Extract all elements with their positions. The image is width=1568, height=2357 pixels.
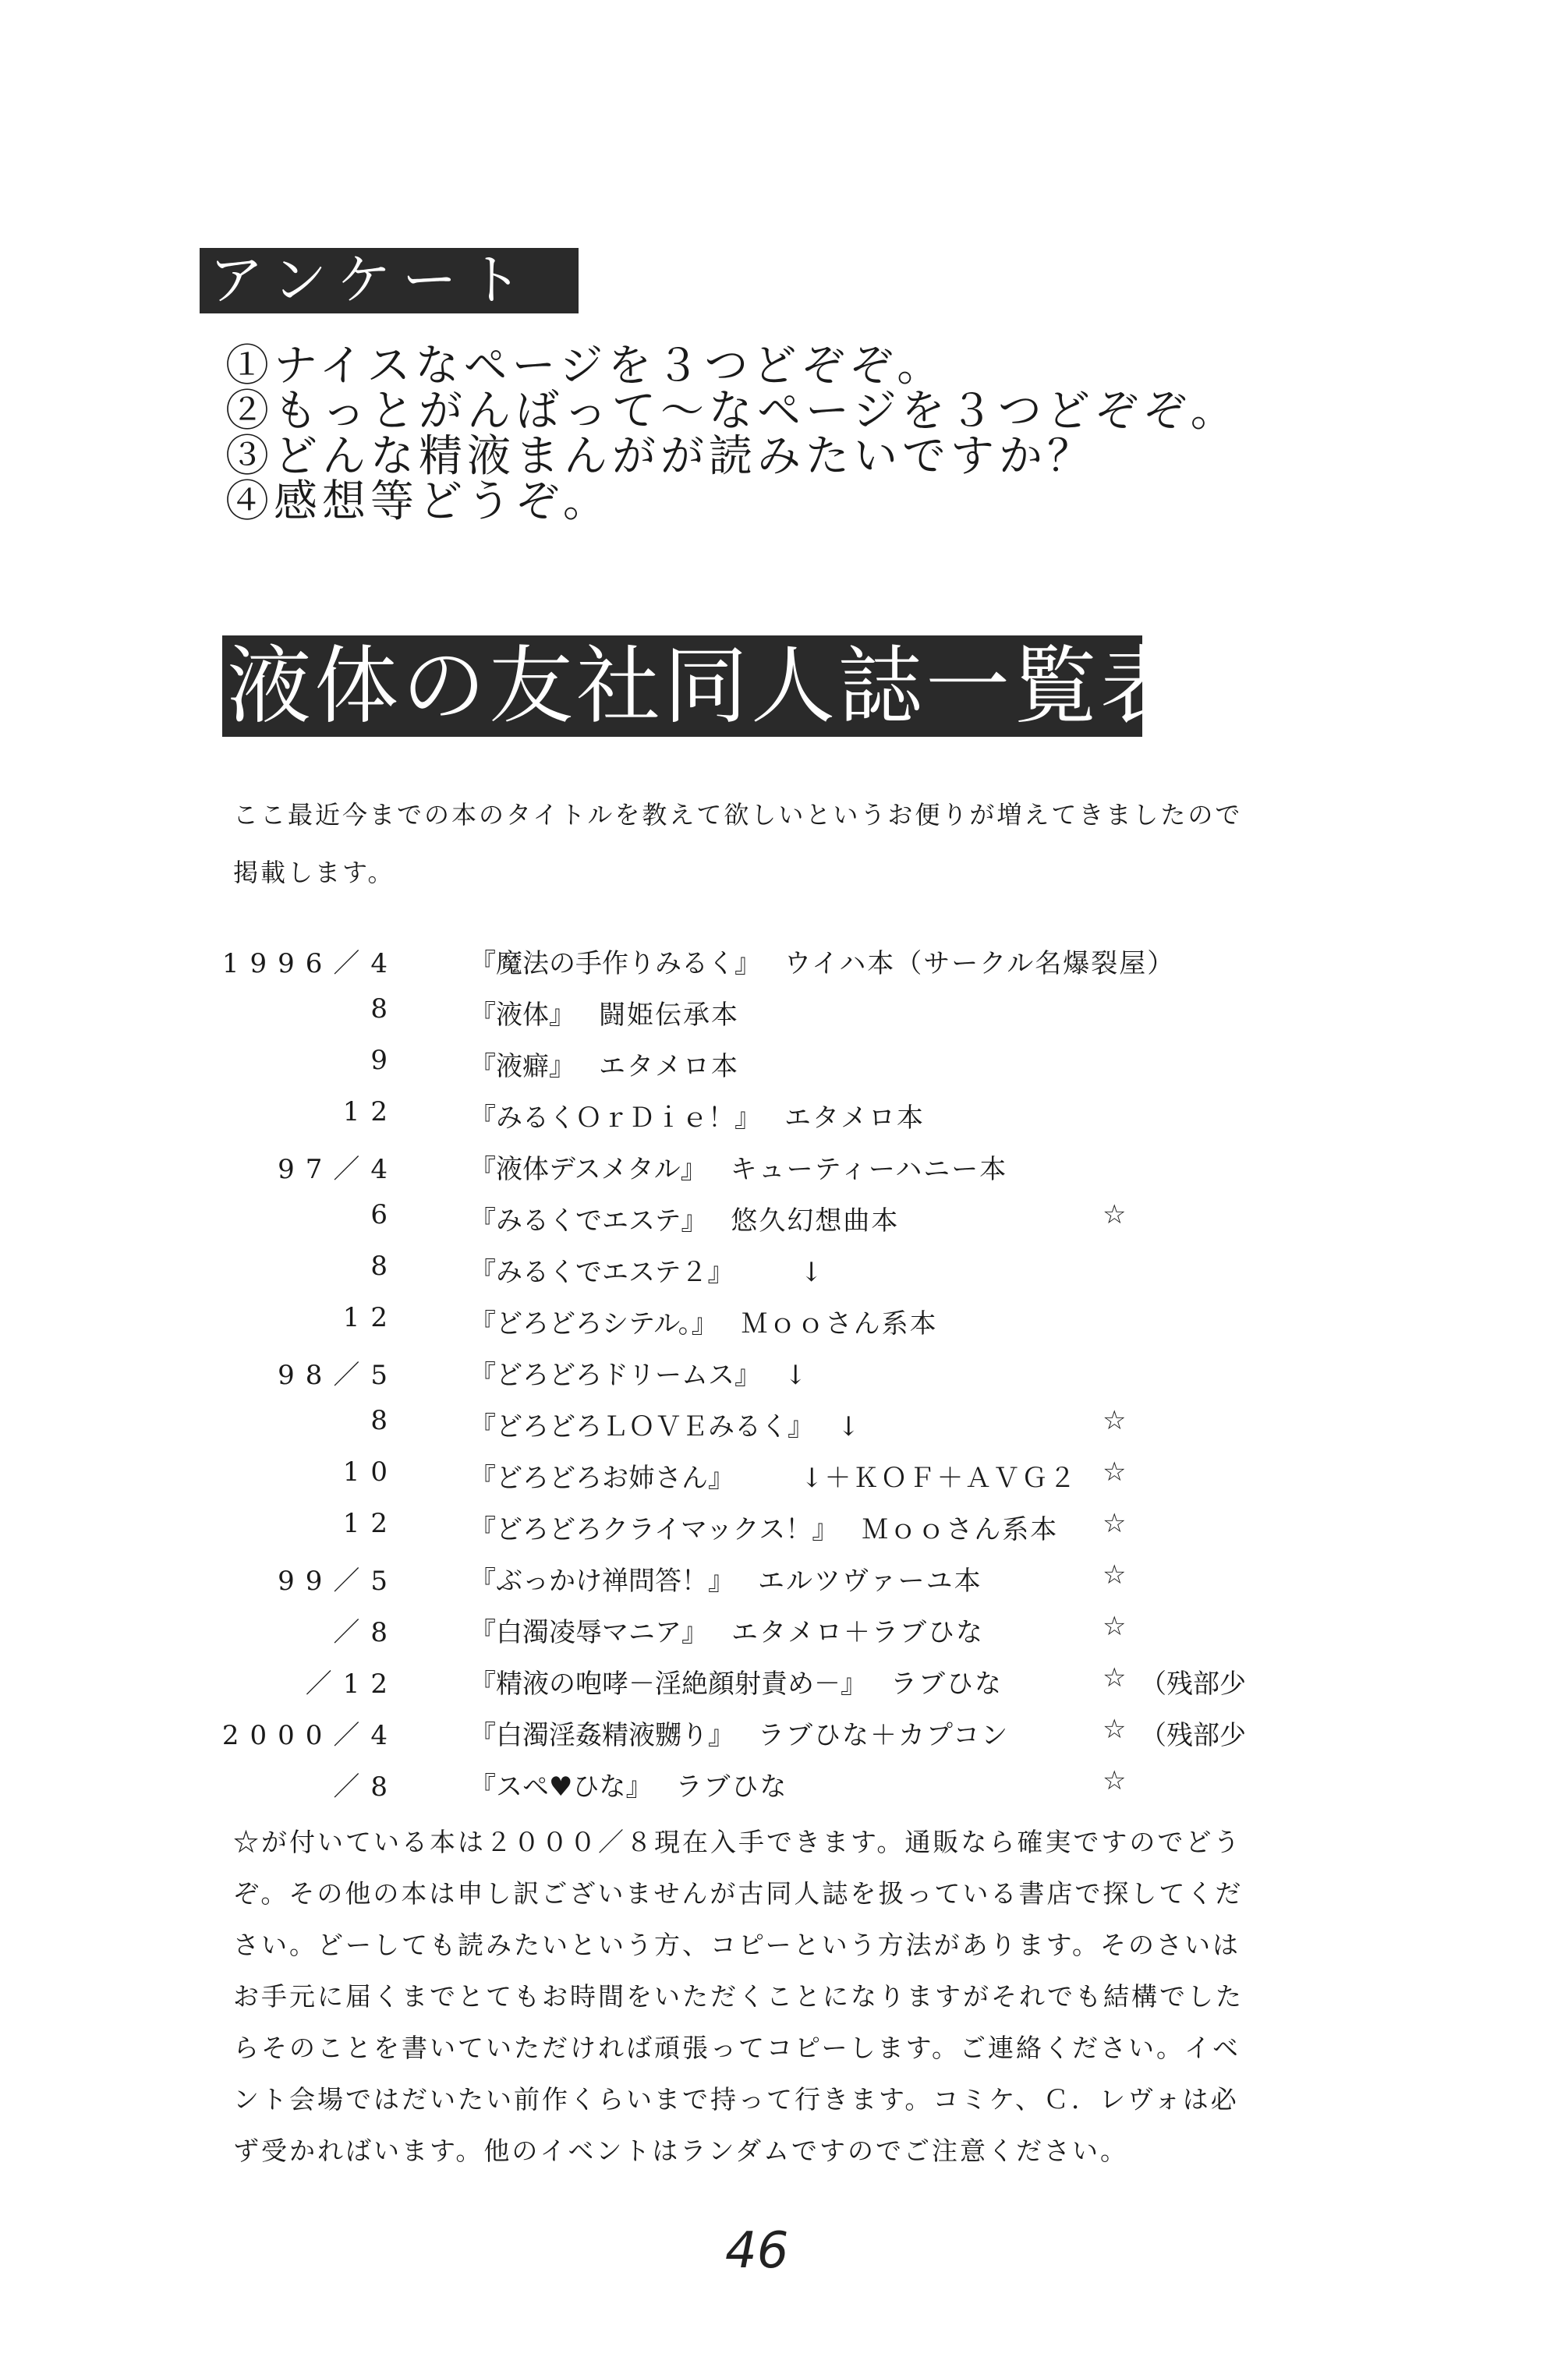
row-date: 9 [370, 1045, 398, 1076]
availability-star: ☆ [1103, 1611, 1127, 1642]
row-note: エタメロ本 [599, 1051, 739, 1082]
row-date: 8 [370, 1405, 398, 1436]
row-title: 『液体』 [469, 1000, 575, 1031]
row-title-group [469, 1096, 925, 1134]
row-date: 99／5 [278, 1566, 398, 1597]
table-row [0, 1302, 1568, 1349]
table-row [0, 1354, 1568, 1400]
row-date: 97／4 [278, 1154, 398, 1185]
row-title-group [469, 1354, 809, 1392]
row-date: 12 [342, 1508, 398, 1539]
availability-star: ☆ [1103, 1456, 1127, 1488]
row-title: 『みるくＯｒＤｉｅ！』 [469, 1102, 761, 1134]
row-date: 12 [342, 1096, 398, 1127]
availability-star: ☆ [1103, 1405, 1127, 1436]
stock-note: （残部少 [1140, 1669, 1246, 1700]
row-date: 8 [370, 993, 398, 1025]
row-note: エタメロ＋ラブひな [731, 1617, 984, 1648]
row-title: 『精液の咆哮－淫絶顔射責め－』 [469, 1669, 867, 1700]
row-note: 闘姫伝承本 [599, 1000, 739, 1031]
row-date: 6 [370, 1199, 398, 1230]
row-date: 8 [370, 1251, 398, 1282]
row-note: Ｍｏｏさん系本 [862, 1514, 1059, 1545]
row-note: エタメロ本 [784, 1102, 925, 1134]
table-row [0, 993, 1568, 1040]
list-heading: 液体の友社同人誌一覧表 [222, 635, 1142, 737]
row-note: ウイハ本（サークル名爆裂屋） [784, 948, 1176, 979]
row-title: 『みるくでエステ』 [469, 1205, 708, 1237]
row-note: エルツヴァーユ本 [758, 1566, 982, 1597]
row-title-group [469, 1251, 824, 1289]
row-title-group [469, 1456, 1078, 1495]
row-title: 『白濁淫姦精液嬲り』 [469, 1720, 734, 1751]
row-note: 悠久幻想曲本 [731, 1205, 900, 1237]
survey-question: ④感想等どうぞ。 [225, 476, 611, 527]
page-number: 46 [725, 2222, 789, 2280]
row-note: Ｍｏｏさん系本 [741, 1308, 938, 1340]
table-row [0, 1456, 1568, 1503]
table-row [0, 1148, 1568, 1194]
row-title: 『ぶっかけ禅問答！』 [469, 1566, 734, 1597]
row-title: 『どろどろドリームス』 [469, 1360, 761, 1391]
row-date: 2000／4 [221, 1720, 398, 1751]
row-title-group [469, 1714, 1009, 1752]
table-row [0, 1559, 1568, 1606]
row-date: 12 [342, 1302, 398, 1333]
row-title: 『どろどろクライマックス！』 [469, 1514, 839, 1545]
survey-heading: アンケート [200, 248, 579, 313]
row-date: ／8 [333, 1617, 398, 1648]
row-title-group [469, 1302, 938, 1340]
row-note: ラブひな [675, 1771, 788, 1803]
row-title-group [469, 1662, 1003, 1701]
table-row [0, 1251, 1568, 1297]
row-note: ↓ [744, 1257, 824, 1288]
row-title-group [469, 1405, 862, 1443]
row-title-group [469, 1765, 788, 1803]
survey-question: ②もっとがんばって〜なページを３つどぞぞ。 [225, 386, 1239, 437]
table-row [0, 1045, 1568, 1092]
list-intro: ここ最近今までの本のタイトルを教えて欲しいというお便りが増えてきましたので掲載します。 [233, 800, 1243, 887]
availability-star: ☆ [1103, 1662, 1127, 1693]
row-title-group [469, 1559, 982, 1598]
table-row [0, 1508, 1568, 1555]
table-row [0, 942, 1568, 989]
row-title: 『液癖』 [469, 1051, 575, 1082]
row-title: 『どろどろシテル。』 [469, 1308, 718, 1340]
row-date: 10 [342, 1456, 398, 1488]
table-row [0, 1714, 1568, 1761]
row-title-group [469, 993, 739, 1032]
row-title-group [469, 1045, 739, 1083]
row-date: 1996／4 [221, 948, 398, 979]
table-row [0, 1096, 1568, 1143]
row-title: 『どろどろＬＯＶＥみるく』 [469, 1411, 814, 1442]
survey-question: ①ナイスなページを３つどぞぞ。 [225, 341, 946, 391]
row-title: 『液体デスメタル』 [469, 1154, 707, 1185]
row-title-group [469, 942, 1175, 980]
row-note: ↓＋ＫＯＦ＋ＡＶＧ２ [745, 1463, 1078, 1494]
availability-star: ☆ [1103, 1714, 1127, 1745]
table-row [0, 1611, 1568, 1658]
availability-star: ☆ [1103, 1559, 1127, 1591]
row-title: 『どろどろお姉さん』 [469, 1463, 721, 1494]
availability-star: ☆ [1103, 1508, 1127, 1539]
survey-question: ③どんな精液まんがが読みたいですか？ [225, 431, 1095, 482]
row-note: キューティーハニー本 [730, 1154, 1008, 1185]
row-note: ↓ [837, 1411, 862, 1442]
row-title: 『みるくでエステ２』 [469, 1257, 721, 1288]
row-date: 98／5 [278, 1360, 398, 1391]
row-title-group [469, 1148, 1007, 1186]
row-note: ラブひな [890, 1669, 1003, 1700]
availability-star: ☆ [1103, 1765, 1127, 1796]
stock-note: （残部少 [1140, 1720, 1246, 1751]
row-title-group [469, 1611, 984, 1649]
table-row [0, 1662, 1568, 1709]
row-date: ／8 [333, 1771, 398, 1803]
row-title-group [469, 1508, 1058, 1546]
row-note: ↓ [784, 1360, 809, 1391]
list-footnote: ☆が付いている本は２０００／８現在入手できます。通販なら確実ですのでどうぞ。その他の本は申し訳ございませんが古同人誌を扱っている書店で探してください。どーしても読みたいという方、コピーという方法があります。そのさいはお手元に届くまでとてもお時間をいただくことになりますがそれでも結構でしたらそのことを書いていただければ頑張ってコピーします。ご連絡ください。イベント会場ではだいたい前作くらいまで持って行きます。コミケ、Ｃ．レヴォは必ず受かればいます。他のイベントはランダムですのでご注意ください。 [233, 1827, 1244, 2166]
row-title: 『魔法の手作りみるく』 [469, 948, 761, 979]
availability-star: ☆ [1103, 1199, 1127, 1230]
row-title-group [469, 1199, 899, 1237]
row-note: ラブひな＋カプコン [758, 1720, 1010, 1751]
row-title: 『白濁凌辱マニア』 [469, 1617, 708, 1648]
row-title: 『スペ♥ひな』 [469, 1771, 653, 1803]
table-row [0, 1199, 1568, 1246]
table-row [0, 1405, 1568, 1452]
row-date: ／12 [305, 1669, 398, 1700]
table-row [0, 1765, 1568, 1812]
